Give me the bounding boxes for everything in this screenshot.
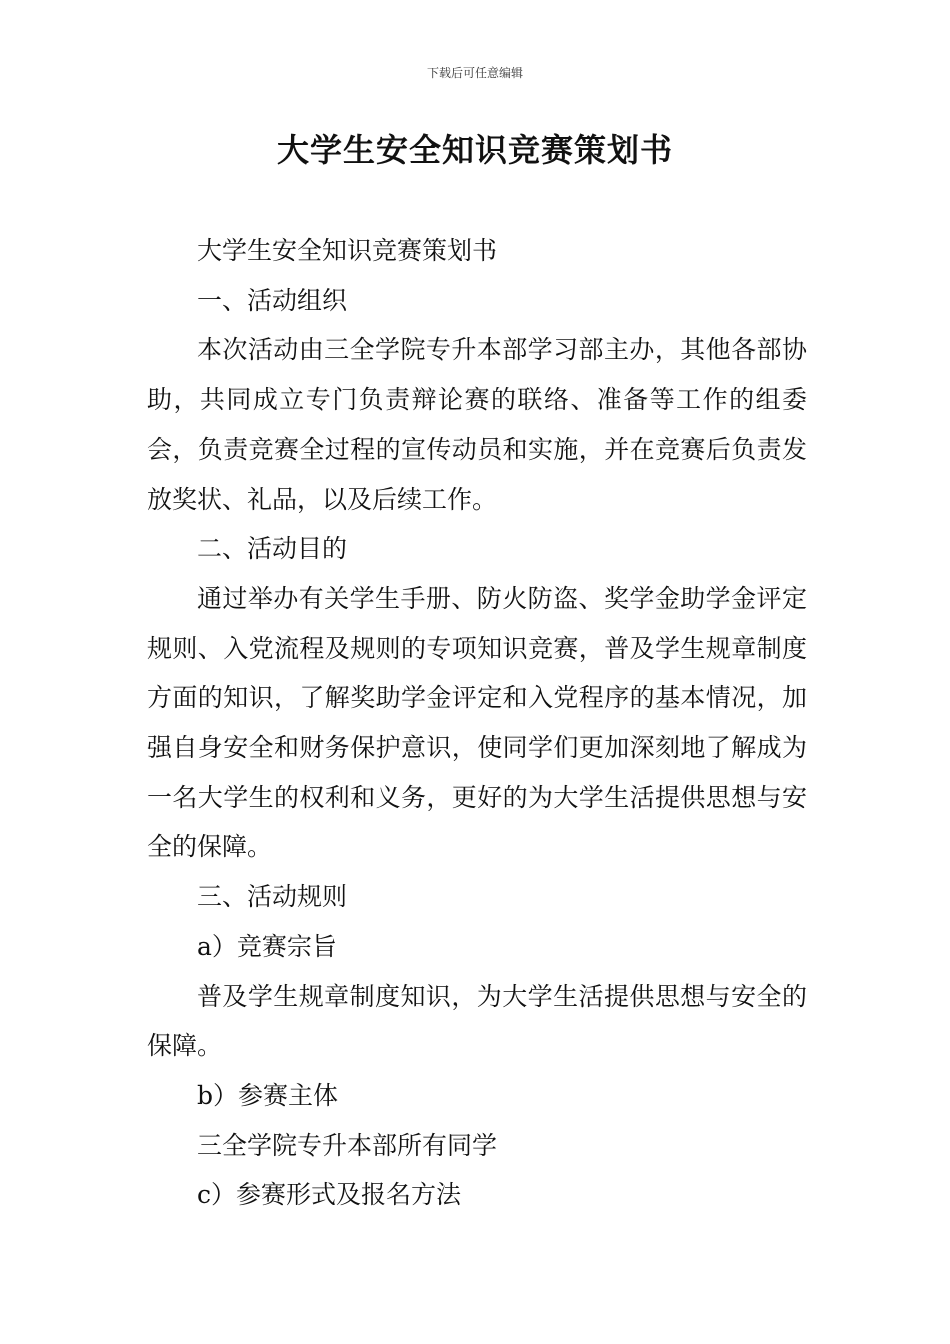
subheading-participants: b）参赛主体 [197, 1080, 339, 1110]
section-heading-rules: 三、活动规则 [197, 882, 348, 912]
document-title: 大学生安全知识竞赛策划书 [276, 131, 673, 169]
section-heading-organization: 一、活动组织 [197, 285, 348, 315]
paragraph-purpose: 通过举办有关学生手册、防火防盗、奖学金助学金评定规则、入党流程及规则的专项知识竞赛，普及学生规章制度方面的知识，了解奖助学金评定和入党程序的基本情况，加强自身安全和财务保护意识，使同学们更加深刻地了解成为一名大学生的权利和义务，更好的为大学生活提供思想与安全的保障。 [147, 583, 807, 862]
paragraph-organization: 本次活动由三全学院专升本部学习部主办，其他各部协助，共同成立专门负责辩论赛的联络、准备等工作的组委会，负责竞赛全过程的宣传动员和实施，并在竞赛后负责发放奖状、礼品，以及后续工作。 [147, 335, 807, 514]
section-heading-purpose: 二、活动目的 [197, 534, 348, 564]
paragraph-subtitle: 大学生安全知识竞赛策划书 [197, 236, 498, 265]
paragraph-participants: 三全学院专升本部所有同学 [197, 1130, 498, 1160]
subheading-registration: c）参赛形式及报名方法 [197, 1180, 462, 1210]
document-body [147, 226, 807, 1220]
paragraph-aim: 普及学生规章制度知识，为大学生活提供思想与安全的保障。 [147, 981, 807, 1061]
page-header: 下载后可任意编辑 [426, 66, 523, 80]
subheading-aim: a）竞赛宗旨 [197, 931, 337, 961]
